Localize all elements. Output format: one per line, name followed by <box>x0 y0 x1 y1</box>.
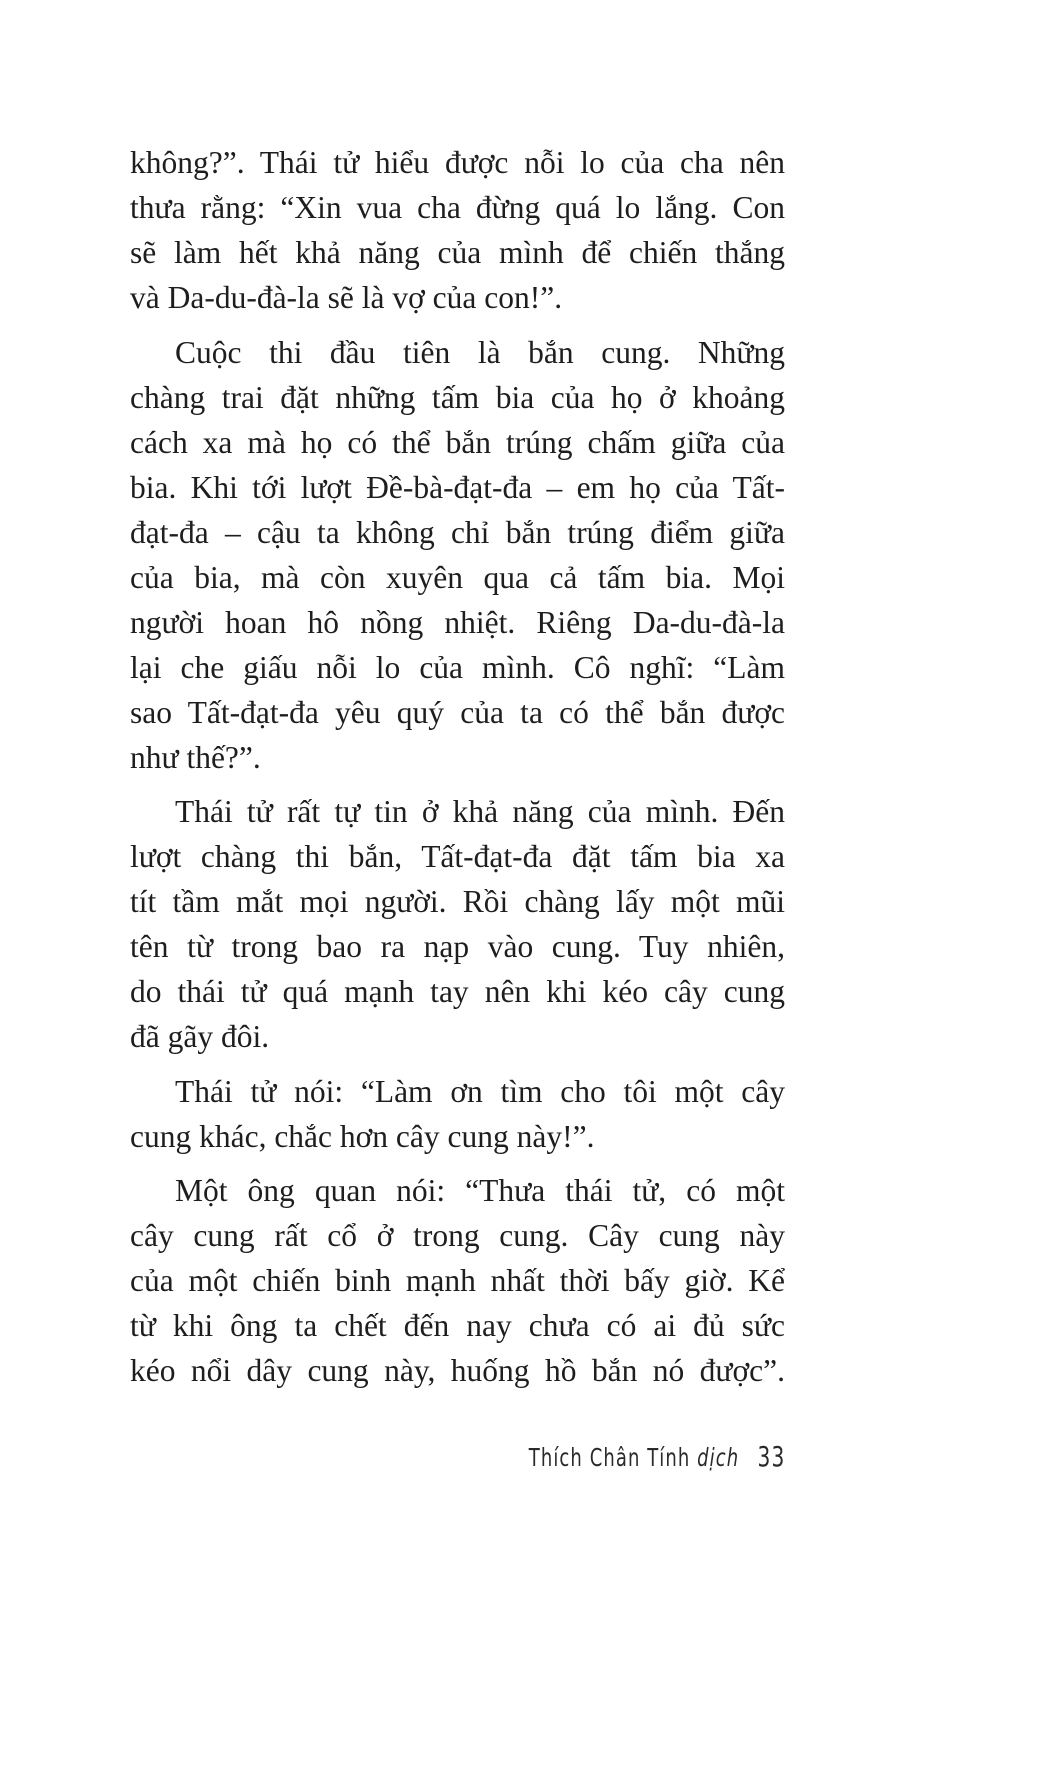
body-text <box>130 140 785 1403</box>
text-line: Cuộc thi đầu tiên là bắn cung. Những <box>175 334 785 370</box>
text-line: bia. Khi tới lượt Đề-bà-đạt-đa – em họ của Tất- <box>130 469 785 505</box>
text-line: lượt chàng thi bắn, Tất-đạt-đa đặt tấm bia xa <box>130 839 785 874</box>
text-line: cây cung rất cổ ở trong cung. Cây cung này <box>130 1218 785 1253</box>
text-line: sẽ làm hết khả năng của mình để chiến thắng <box>130 235 785 270</box>
translator-role: dịch <box>696 1443 739 1472</box>
paragraph-3 <box>130 789 785 1059</box>
text-line: do thái tử quá mạnh tay nên khi kéo cây cung <box>130 974 785 1009</box>
translator-name: Thích Chân Tính <box>528 1443 690 1472</box>
text-line: cách xa mà họ có thể bắn trúng chấm giữa của <box>130 424 785 460</box>
text-line: không?”. Thái tử hiểu được nỗi lo của cha nên <box>130 145 785 180</box>
text-line: cung khác, chắc hơn cây cung này!”. <box>130 1118 595 1154</box>
paragraph-4 <box>130 1069 785 1159</box>
text-line: kéo nổi dây cung này, huống hồ bắn nó được”. <box>130 1353 785 1388</box>
text-line: từ khi ông ta chết đến nay chưa có ai đủ sức <box>130 1308 785 1343</box>
text-line: Một ông quan nói: “Thưa thái tử, có một <box>175 1173 785 1208</box>
page-number: 33 <box>757 1440 785 1473</box>
text-line: và Da-du-đà-la sẽ là vợ của con!”. <box>130 280 563 315</box>
text-line: tên từ trong bao ra nạp vào cung. Tuy nhiên, <box>130 929 785 964</box>
text-line: của bia, mà còn xuyên qua cả tấm bia. Mọi <box>130 559 785 595</box>
paragraph-5 <box>130 1168 785 1393</box>
text-line: thưa rằng: “Xin vua cha đừng quá lo lắng. Con <box>130 190 785 225</box>
text-line: đạt-đa – cậu ta không chỉ bắn trúng điểm giữa <box>130 514 785 550</box>
text-line: của một chiến binh mạnh nhất thời bấy giờ. Kể <box>130 1263 785 1298</box>
text-line: đã gãy đôi. <box>130 1019 270 1054</box>
paragraph-1 <box>130 140 785 320</box>
text-line: Thái tử nói: “Làm ơn tìm cho tôi một cây <box>175 1073 785 1109</box>
text-line: chàng trai đặt những tấm bia của họ ở khoảng <box>130 379 785 415</box>
text-line: tít tầm mắt mọi người. Rồi chàng lấy một mũi <box>130 884 785 919</box>
text-line: người hoan hô nồng nhiệt. Riêng Da-du-đà-la <box>130 604 785 640</box>
page-footer <box>528 1440 785 1473</box>
text-line: Thái tử rất tự tin ở khả năng của mình. Đến <box>175 794 785 829</box>
paragraph-2 <box>130 330 785 780</box>
text-line: sao Tất-đạt-đa yêu quý của ta có thể bắn được <box>130 694 785 730</box>
text-line: như thế?”. <box>130 739 261 775</box>
text-line: lại che giấu nỗi lo của mình. Cô nghĩ: “Làm <box>130 649 785 685</box>
